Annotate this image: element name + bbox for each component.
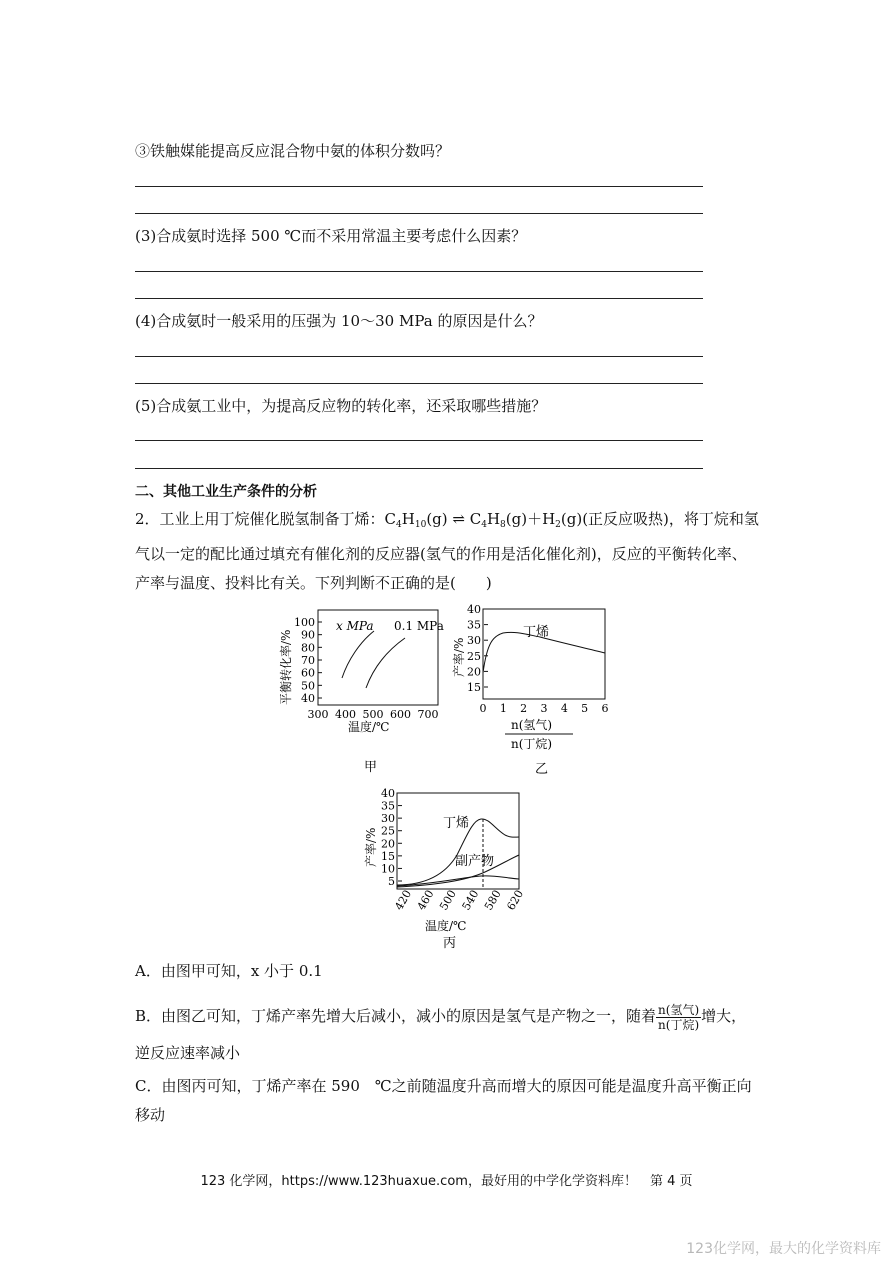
series-label-0.1: 0.1 MPa [394, 619, 444, 633]
answer-line [135, 298, 703, 299]
x-tick-label: 300 [307, 708, 329, 721]
y-tick-label: 20 [381, 837, 395, 851]
question-iron-catalyst: ③铁触媒能提高反应混合物中氨的体积分数吗？ [135, 142, 451, 160]
x-tick-label: 580 [481, 887, 504, 913]
option-b: B．由图乙可知，丁烯产率先增大后减小，减小的原因是氢气是产物之一，随着 $\frac{\text{n(氢气)}}{\text{n(丁烷)}}$ 增大， [135, 1002, 747, 1032]
y-tick-label: 50 [301, 679, 315, 693]
y-tick-label: 10 [381, 862, 395, 876]
x-axis-label-denominator: n(丁烷) [511, 737, 553, 751]
y-tick-label: 35 [467, 618, 481, 632]
y-tick-label: 35 [381, 799, 395, 813]
option-a: A．由图甲可知，x 小于 0.1 [135, 962, 323, 980]
x-tick-label: 540 [459, 887, 482, 913]
y-tick-label: 30 [381, 812, 395, 826]
y-axis-label: 平衡转化率/% [279, 629, 293, 705]
y-tick-label: 40 [301, 692, 315, 705]
x-tick-label: 1 [499, 702, 507, 715]
answer-line [135, 186, 703, 187]
curve-label-byproduct: 副产物 [455, 854, 495, 869]
y-tick-label: 25 [381, 824, 395, 838]
x-tick-label: 3 [540, 702, 548, 715]
answer-line [135, 440, 703, 441]
y-tick-label: 25 [467, 649, 481, 663]
answer-line [135, 468, 703, 469]
curve-label-butene: 丁烯 [523, 625, 550, 640]
x-axis-label: 温度/℃ [425, 919, 467, 933]
curve-x-mpa [342, 631, 374, 678]
chart-caption: 丙 [443, 936, 457, 951]
y-tick-label: 90 [301, 628, 315, 642]
y-tick-label: 100 [294, 616, 315, 629]
y-tick-label: 40 [467, 603, 481, 616]
x-tick-label: 600 [390, 708, 411, 721]
option-c: C．由图丙可知，丁烯产率在 590 ℃之前随温度升高而增大的原因可能是温度升高平衡正向移动 [135, 1077, 752, 1124]
y-tick-label: 80 [301, 641, 315, 655]
chart-bing [355, 785, 535, 955]
x-axis-label-numerator: n(氢气) [511, 718, 553, 732]
question-3: (3)合成氨时选择 500 ℃而不采用常温主要考虑什么因素？ [135, 227, 527, 245]
x-tick-label: 2 [520, 702, 528, 715]
answer-line [135, 356, 703, 357]
chart-caption: 甲 [364, 760, 378, 775]
y-tick-label: 15 [381, 849, 395, 863]
y-axis-label: 产率/% [364, 827, 378, 867]
option-b-line2: 逆反应速率减小 [135, 1044, 241, 1062]
y-tick-label: 30 [467, 634, 481, 648]
x-tick-label: 0 [479, 702, 487, 715]
curve-other [397, 876, 519, 886]
y-tick-label: 40 [381, 787, 395, 800]
y-axis-label: 产率/% [452, 637, 466, 677]
watermark: 123化学网，最大的化学资料库 [686, 1241, 881, 1257]
y-tick-label: 5 [388, 875, 395, 888]
chart-jia [270, 600, 455, 780]
x-tick-label: 4 [560, 702, 568, 715]
x-tick-label: 620 [504, 887, 527, 913]
x-tick-label: 500 [362, 708, 384, 721]
question-4: (4)合成氨时一般采用的压强为 10～30 MPa 的原因是什么？ [135, 312, 543, 330]
answer-line [135, 213, 703, 214]
y-tick-label: 20 [467, 665, 481, 679]
x-tick-label: 500 [437, 887, 459, 913]
y-tick-label: 15 [467, 681, 481, 694]
x-tick-label: 700 [417, 708, 439, 721]
y-tick-label: 60 [301, 666, 315, 680]
x-tick-label: 420 [392, 887, 415, 913]
curve-label-butene: 丁烯 [443, 816, 470, 831]
x-tick-label: 6 [601, 702, 609, 715]
chart-caption: 乙 [535, 762, 549, 777]
page-footer: 123 化学网，https://www.123huaxue.com，最好用的中学化学资料库！ 第 4 页 [200, 1174, 693, 1189]
answer-line [135, 271, 703, 272]
x-tick-label: 400 [335, 708, 356, 721]
x-tick-label: 5 [581, 702, 589, 715]
series-label-x: x MPa [336, 619, 374, 633]
y-tick-label: 70 [301, 654, 315, 667]
chart-yi [445, 603, 620, 783]
x-tick-label: 460 [414, 887, 437, 913]
answer-line [135, 383, 703, 384]
section-title: 二、其他工业生产条件的分析 [135, 484, 317, 500]
problem-2-text: 2．工业上用丁烷催化脱氢制备丁烯：$C_4H_{10}(g)$ ⇌ $C_4H_8(g)+H_2(g)$(正反应吸热)，将丁烷和氢气以一定的配比通过填充有催化剂的反应器(氢气的作用是活化催化剂)，反应的平衡转化率、产率与温度、投料比有关。下列判断不正确的是( ) [135, 510, 759, 592]
x-axis-label: 温度/℃ [348, 720, 390, 734]
question-5: (5)合成氨工业中，为提高反应物的转化率，还采取哪些措施？ [135, 397, 547, 415]
curve-0.1-mpa [366, 638, 405, 688]
